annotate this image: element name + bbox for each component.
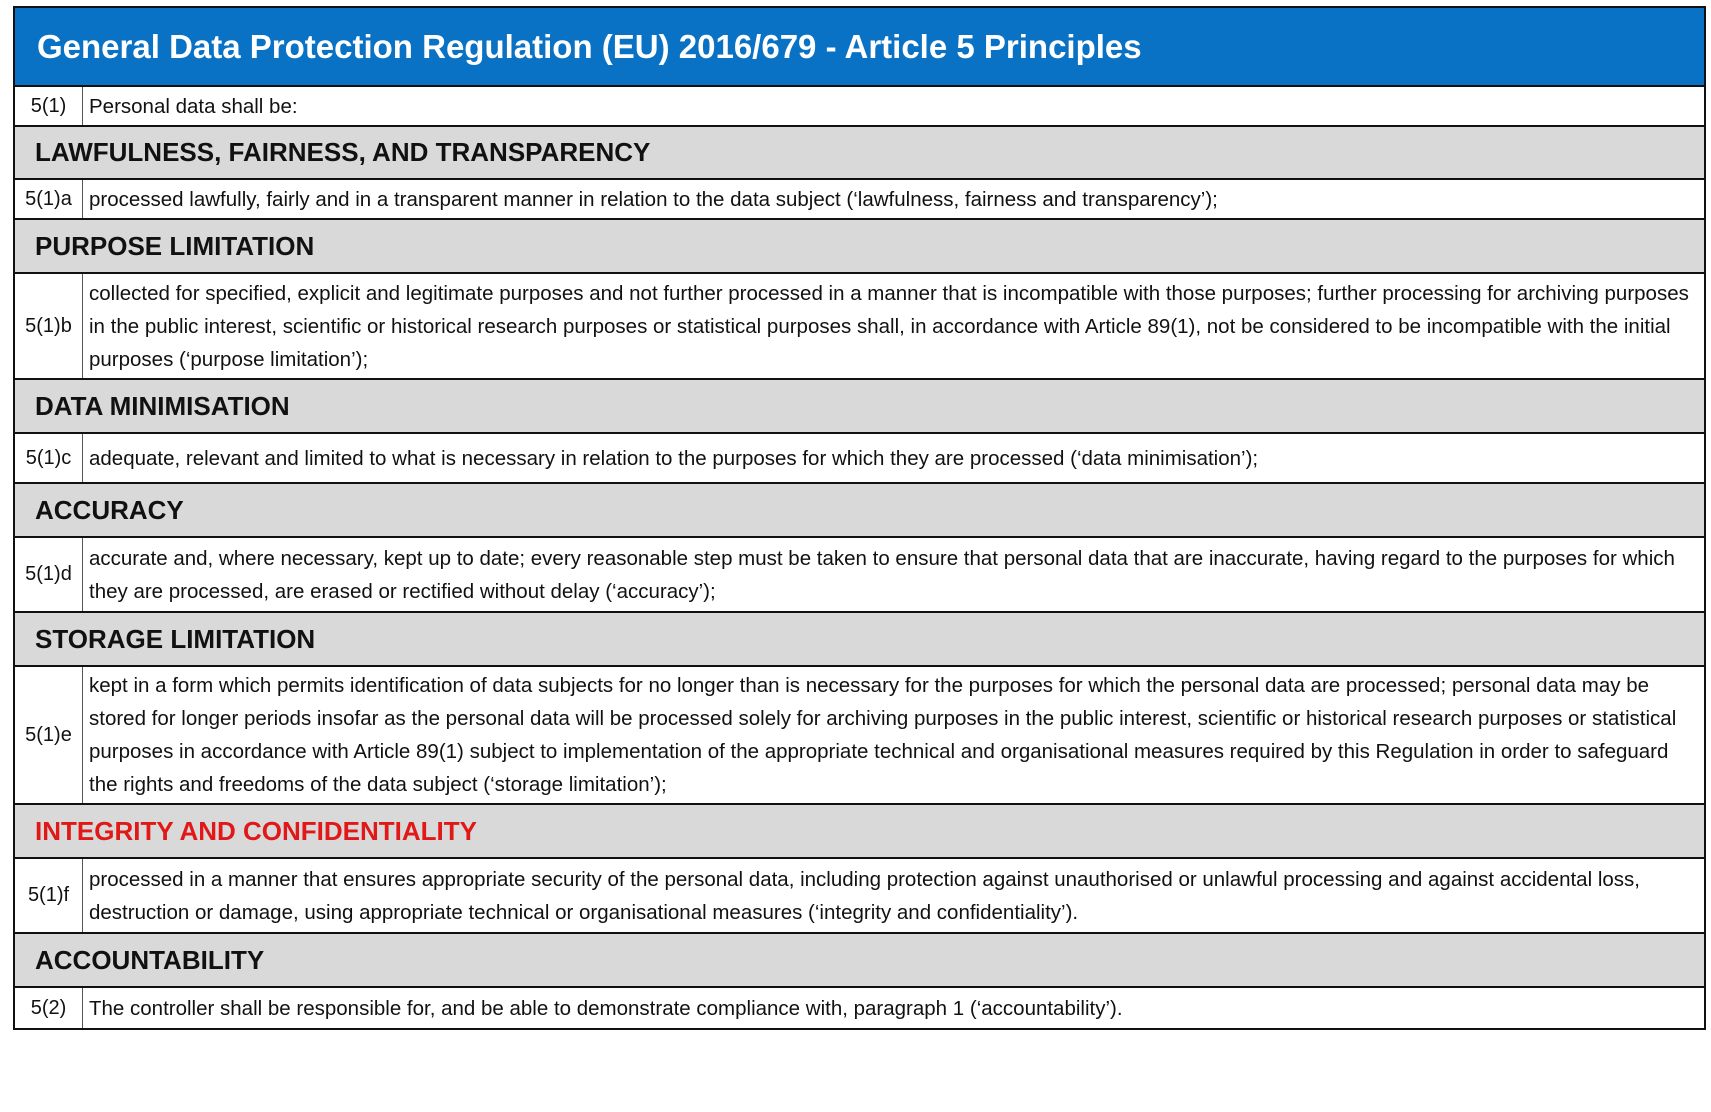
document-title: General Data Protection Regulation (EU) 2016/679 - Article 5 Principles [15,8,1704,87]
article-text: The controller shall be responsible for, and be able to demonstrate compliance with, paragraph 1 (‘accountability’). [89,996,1123,1020]
article-row-5-2 [15,988,1704,1028]
section-heading-storage-limitation: STORAGE LIMITATION [15,613,1704,667]
article-ref: 5(1)b [15,274,83,378]
article-row-5-1-c [15,434,1704,484]
section-heading-data-minimisation: DATA MINIMISATION [15,380,1704,434]
section-heading-lawfulness: LAWFULNESS, FAIRNESS, AND TRANSPARENCY [15,127,1704,180]
section-heading-integrity-confidentiality: INTEGRITY AND CONFIDENTIALITY [15,805,1704,859]
intro-row [15,87,1704,127]
article-row-5-1-a [15,180,1704,220]
article-ref: 5(1)a [15,180,83,218]
section-heading-accountability: ACCOUNTABILITY [15,934,1704,988]
article-text: accurate and, where necessary, kept up to date; every reasonable step must be taken to ensure that personal data that are inaccurate, having regard to the purposes for which they are processed, are erased or rectified without delay (‘accuracy’); [89,546,1675,603]
intro-ref: 5(1) [15,87,83,125]
article-row-5-1-b [15,274,1704,380]
article-ref: 5(1)d [15,538,83,611]
article-text: kept in a form which permits identification of data subjects for no longer than is necessary for the purposes for which the personal data are processed; personal data may be stored for longer periods insofar as the personal data will be processed solely for archiving purposes in the public interest, scientific or historical research purposes or statistical purposes in accordance with Article 89(1) subject to implementation of the appropriate technical and organisational measures required by this Regulation in order to safeguard the rights and freedoms of the data subject (‘storage limitation’); [89,674,1677,796]
article-text: collected for specified, explicit and legitimate purposes and not further processed in a manner that is incompatible with those purposes; further processing for archiving purposes in the public interest, scientific or historical research purposes or statistical purposes shall, in accordance with Article 89(1), not be considered to be incompatible with the initial purposes (‘purpose limitation’); [89,281,1689,371]
article-ref: 5(2) [15,988,83,1028]
article-text: processed in a manner that ensures appropriate security of the personal data, including protection against unauthorised or unlawful processing and against accidental loss, destruction or damage, using appropriate technical or organisational measures (‘integrity and confidentiality’). [89,867,1640,924]
article-row-5-1-f [15,859,1704,934]
article-ref: 5(1)e [15,667,83,803]
article-text: processed lawfully, fairly and in a transparent manner in relation to the data subject (‘lawfulness, fairness and transparency’); [89,187,1218,211]
section-heading-purpose-limitation: PURPOSE LIMITATION [15,220,1704,274]
intro-text: Personal data shall be: [89,94,298,118]
article-text: adequate, relevant and limited to what is necessary in relation to the purposes for which they are processed (‘data minimisation’); [89,446,1259,470]
article-row-5-1-e [15,667,1704,805]
article-ref: 5(1)c [15,434,83,482]
article-ref: 5(1)f [15,859,83,932]
article-row-5-1-d [15,538,1704,613]
section-heading-accuracy: ACCURACY [15,484,1704,538]
gdpr-article5-table [13,6,1706,1030]
